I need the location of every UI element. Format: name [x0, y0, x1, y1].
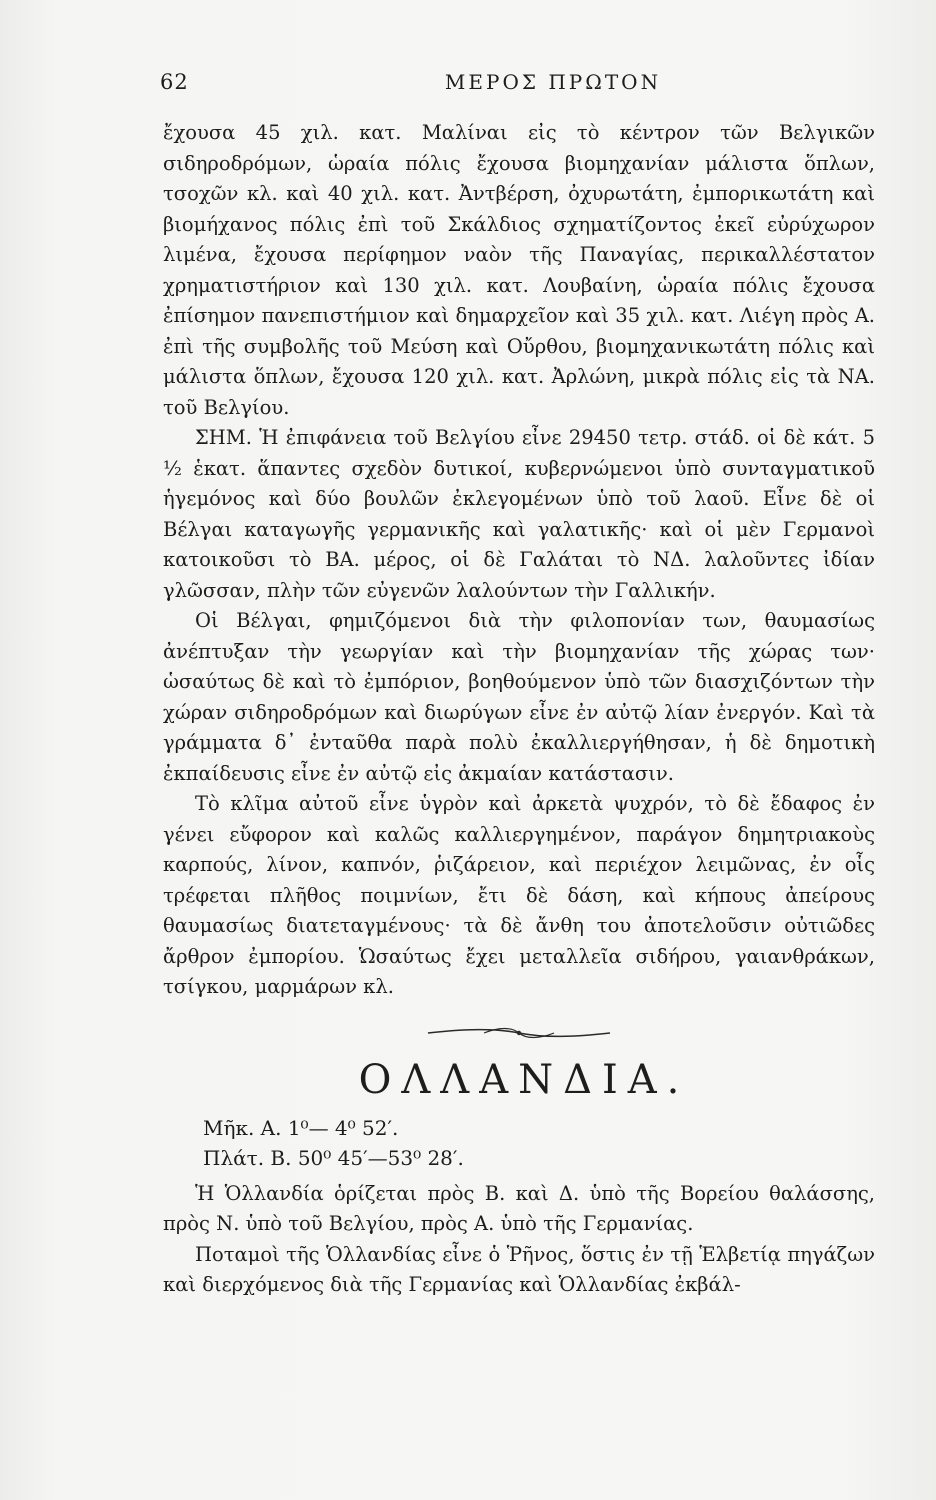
paragraph-belgium-cities: ἔχουσα 45 χιλ. κατ. Μαλίναι εἰς τὸ κέντρον τῶν Βελγικῶν σιδηροδρόμων, ὡραία πόλις ἔχουσα βιομηχανίαν μάλιστα ὅπλων, τσοχῶν κλ. καὶ 40 χιλ. κατ. Ἀντβέρση, ὀχυρωτάτη, ἐμπορικωτάτη καὶ βιομήχανος πόλις ἐπὶ τοῦ Σκάλδιος σχηματίζοντος ἐκεῖ εὐρύχωρον λιμένα, ἔχουσα περίφημον ναὸν τῆς Παναγίας, περικαλλέστατον χρηματιστήριον καὶ 130 χιλ. κατ. Λουβαίνη, ὡραία πόλις ἔχουσα ἐπίσημον πανεπιστήμιον καὶ δημαρχεῖον καὶ 35 χιλ. κατ. Λιέγη πρὸς Α. ἐπὶ τῆς συμβολῆς τοῦ Μεύση καὶ Οὔρθου, βιομηχανικωτάτη πόλις καὶ μάλιστα ὅπλων, ἔχουσα 120 χιλ. κατ. Ἀρλώνη, μικρὰ πόλις εἰς τὰ ΝΑ. τοῦ Βελγίου. — [163, 121, 875, 419]
coordinates — [203, 1113, 875, 1173]
part-title: ΜΕΡΟΣ ΠΡΩΤΟΝ — [444, 70, 662, 94]
section-title: ΟΛΛΑΝΔΙΑ. — [358, 1056, 690, 1103]
longitude-line: Μῆκ. Α. 1⁰— 4⁰ 52′. — [203, 1115, 399, 1140]
paragraph-belgians: Οἱ Βέλγαι, φημιζόμενοι διὰ τὴν φιλοπονίαν των, θαυμασίως ἀνέπτυξαν τὴν γεωργίαν καὶ τὴν βιομηχανίαν τῆς χώρας των· ὡσαύτως δὲ καὶ τὸ ἐμπόριον, βοηθούμενον ὑπὸ τῶν διασχιζόντων τὴν χώραν σιδηροδρόμων καὶ διωρύγων εἶνε ἐν αὐτῷ λίαν ἐνεργόν. Καὶ τὰ γράμματα δ᾽ ἐνταῦθα παρὰ πολὺ ἐκαλλιεργήθησαν, ἡ δὲ δημοτικὴ ἐκπαίδευσις εἶνε ἐν αὐτῷ εἰς ἀκμαίαν κατάστασιν. — [163, 609, 875, 785]
page-body — [163, 118, 875, 1301]
note-paragraph: ΣΗΜ. Ἡ ἐπιφάνεια τοῦ Βελγίου εἶνε 29450 τετρ. στάδ. οἱ δὲ κάτ. 5 ½ ἑκατ. ἅπαντες σχεδὸν δυτικοί, κυβερνώμενοι ὑπὸ συνταγματικοῦ ἡγεμόνος καὶ δύο βουλῶν ἐκλεγομένων ὑπὸ τοῦ λαοῦ. Εἶνε δὲ οἱ Βέλγαι καταγωγῆς γερμανικῆς καὶ γαλατικῆς· καὶ οἱ μὲν Γερμανοὶ κατοικοῦσι τὸ ΒΑ. μέρος, οἱ δὲ Γαλάται τὸ ΝΔ. λαλοῦντες ἰδίαν γλῶσσαν, πλὴν τῶν εὐγενῶν λαλούντων τὴν Γαλλικήν. — [163, 426, 875, 602]
ornament-divider — [424, 1025, 614, 1041]
latitude-line: Πλάτ. Β. 50⁰ 45′—53⁰ 28′. — [203, 1145, 464, 1170]
page-number: 62 — [160, 70, 189, 94]
running-head — [160, 70, 856, 100]
paragraph-holland-borders: Ἡ Ὁλλανδία ὁρίζεται πρὸς Β. καὶ Δ. ὑπὸ τῆς Βορείου θαλάσσης, πρὸς Ν. ὑπὸ τοῦ Βελγίου, πρὸς Α. ὑπὸ τῆς Γερμανίας. — [163, 1181, 875, 1235]
paragraph-climate: Τὸ κλῖμα αὐτοῦ εἶνε ὑγρὸν καὶ ἀρκετὰ ψυχρόν, τὸ δὲ ἔδαφος ἐν γένει εὔφορον καὶ καλῶς καλλιεργημένον, παράγον δημητριακοὺς καρπούς, λίνον, καπνόν, ῥιζάρειον, καὶ περιέχον λειμῶνας, ἐν οἷς τρέφεται πλῆθος ποιμνίων, ἔτι δὲ δάση, καὶ κήπους ἀπείρους θαυμασίως διατεταγμένους· τὰ δὲ ἄνθη του ἀποτελοῦσιν οὐτιῶδες ἄρθρον ἐμπορίου. Ὡσαύτως ἔχει μεταλλεῖα σιδήρου, γαιανθράκων, τσίγκου, μαρμάρων κλ. — [163, 792, 875, 998]
paragraph-holland-rivers: Ποταμοὶ τῆς Ὁλλανδίας εἶνε ὁ Ῥῆνος, ὅστις ἐν τῇ Ἑλβετίᾳ πηγάζων καὶ διερχόμενος διὰ τῆς Γερμανίας καὶ Ὁλλανδίας ἐκβάλ- — [163, 1242, 875, 1296]
